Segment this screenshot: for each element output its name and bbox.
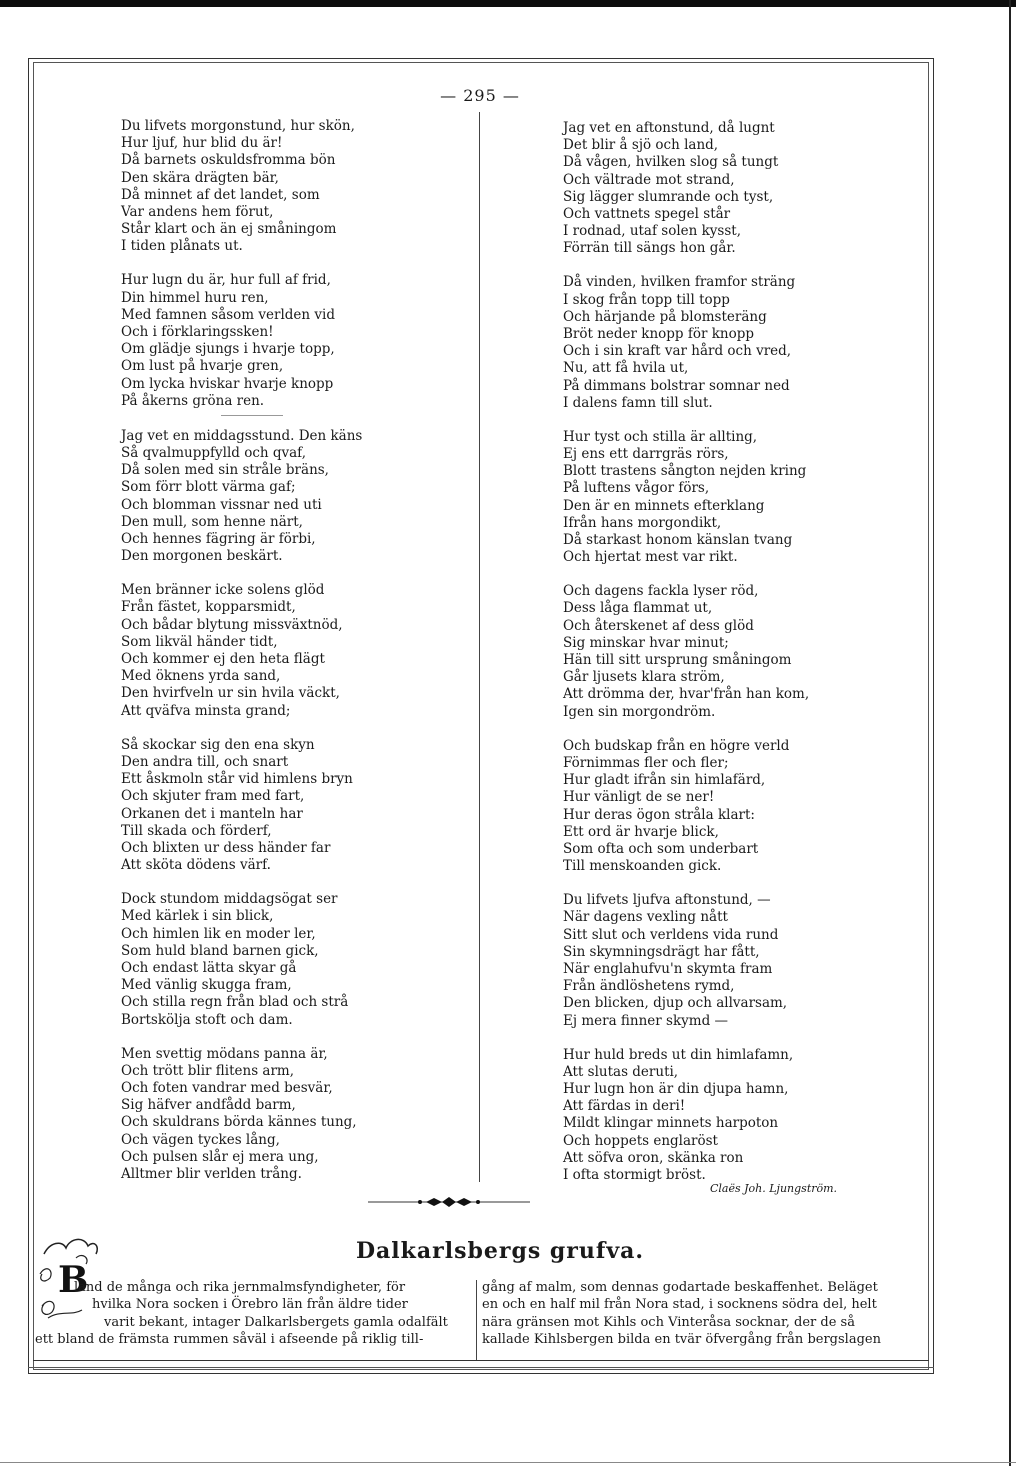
- poem-stanza: [563, 429, 809, 567]
- poem-line: Jag vet en aftonstund, då lugnt: [563, 120, 775, 136]
- poem-line: Går ljusets klara ström,: [563, 669, 725, 686]
- poem-line: Hur deras ögon stråla klart:: [563, 806, 755, 823]
- bottom-rule: [33, 1360, 929, 1361]
- poem-line: I dalens famn till slut.: [563, 394, 713, 411]
- poem-line: Med öknens yrda sand,: [121, 668, 281, 685]
- poem-line: Med vänlig skugga fram,: [121, 977, 292, 994]
- poem-line: Och blixten ur dess händer far: [121, 839, 331, 856]
- poem-line: Och vältrade mot strand,: [563, 171, 735, 188]
- poem-line: Står klart och än ej småningom: [121, 221, 337, 238]
- poem-stanza: [121, 428, 362, 566]
- poem-line: Och trött blir flitens arm,: [121, 1062, 295, 1079]
- poem-line: Förnimmas fler och fler;: [563, 754, 729, 771]
- article-title: Dalkarlsbergs grufva.: [355, 1238, 645, 1264]
- poem-line: Och blomman vissnar ned uti: [121, 496, 322, 513]
- poem-line: Sig häfver andfådd barm,: [121, 1097, 296, 1114]
- poem-line: Då starkast honom känslan tvang: [563, 532, 793, 549]
- article-line: nära gränsen mot Kihls och Vinteråsa socknar, der de så: [482, 1314, 855, 1330]
- poem-line: Då minnet af det landet, som: [121, 186, 320, 203]
- poem-line: Blott trastens sångton nejden kring: [563, 463, 807, 480]
- poem-stanza: [563, 583, 809, 721]
- poem-line: I rodnad, utaf solen kysst,: [563, 223, 741, 240]
- poem-line: Dess låga flammat ut,: [563, 600, 713, 617]
- poem-line: Sin skymningsdrägt har fått,: [563, 943, 760, 960]
- poem-line: Det blir å sjö och land,: [563, 137, 719, 154]
- article-column-divider: [476, 1280, 477, 1360]
- page-number: — 295 —: [440, 86, 520, 105]
- poem-stanza: [121, 737, 362, 875]
- poem-line: Var andens hem förut,: [121, 204, 274, 221]
- poem-line: Och pulsen slår ej mera ung,: [121, 1148, 319, 1165]
- poem-stanza: [121, 1046, 362, 1184]
- poem-line: Den blicken, djup och allvarsam,: [563, 995, 788, 1012]
- poem-line: Och skjuter fram med fart,: [121, 788, 305, 805]
- poem-line: Ej ens ett darrgräs rörs,: [563, 446, 729, 463]
- poem-line: Nu, att få hvila ut,: [563, 360, 689, 377]
- poem-left-column: [121, 118, 362, 1200]
- poem-line: Ett åskmoln står vid himlens bryn: [121, 771, 353, 788]
- poem-line: När dagens vexling nått: [563, 909, 728, 926]
- poem-line: Hän till sitt ursprung småningom: [563, 652, 792, 669]
- poem-line: Att sköta dödens värf.: [121, 857, 271, 874]
- poem-line: Om lust på hvarje gren,: [121, 358, 284, 375]
- poem-line: Och budskap från en högre verld: [563, 737, 790, 754]
- poem-line: Till menskoanden gick.: [563, 858, 722, 875]
- poem-line: Och kommer ej den heta flägt: [121, 651, 325, 668]
- poem-line: Men bränner icke solens glöd: [121, 582, 325, 599]
- poem-line: Som likväl händer tidt,: [121, 633, 278, 650]
- poem-line: Ifrån hans morgondikt,: [563, 514, 722, 531]
- poem-line: Om lycka hviskar hvarje knopp: [121, 375, 334, 392]
- poem-line: Att qväfva minsta grand;: [121, 702, 291, 719]
- poem-line: Din himmel huru ren,: [121, 289, 269, 306]
- poem-line: Den hvirfveln ur sin hvila väckt,: [121, 685, 340, 702]
- page-bottom-edge: [0, 1462, 1016, 1463]
- poem-line: Med kärlek i sin blick,: [121, 908, 274, 925]
- poem-line: Hur lugn du är, hur full af frid,: [121, 272, 331, 289]
- poem-line: Som förr blott värma gaf;: [121, 479, 296, 496]
- poem-right-column: [563, 120, 809, 1201]
- poem-line: I tiden plånats ut.: [121, 238, 243, 255]
- article-line: gång af malm, som dennas godartade beskaffenhet. Beläget: [482, 1280, 878, 1295]
- article-line: hvilka Nora socken i Örebro län från äldre tider: [92, 1297, 408, 1313]
- poem-line: Den morgonen beskärt.: [121, 548, 283, 565]
- poem-line: Och hjertat mest var rikt.: [563, 549, 738, 566]
- column-divider: [479, 112, 480, 1182]
- poem-line: Hur lugn hon är din djupa hamn,: [563, 1080, 789, 1097]
- ornament-divider-icon: [368, 1192, 530, 1212]
- poem-line: Med famnen såsom verlden vid: [121, 306, 335, 323]
- stanza-rule: [221, 415, 283, 416]
- poem-line: Och återskenet af dess glöd: [563, 617, 754, 634]
- poem-line: Till skada och förderf,: [121, 822, 272, 839]
- poem-line: Som huld bland barnen gick,: [121, 942, 319, 959]
- poem-line: I skog från topp till topp: [563, 291, 730, 308]
- poem-line: Sitt slut och verldens vida rund: [563, 926, 779, 943]
- poem-line: Och i sin kraft var hård och vred,: [563, 343, 792, 360]
- poem-line: Då vågen, hvilken slog så tungt: [563, 154, 779, 171]
- poem-line: Då solen med sin stråle bräns,: [121, 462, 329, 479]
- poem-line: Och himlen lik en moder ler,: [121, 925, 316, 942]
- poem-line: Som ofta och som underbart: [563, 840, 759, 857]
- page-right-edge: [1009, 0, 1011, 1466]
- poem-line: Att slutas deruti,: [563, 1063, 679, 1080]
- bottom-rule-outer: [28, 1367, 934, 1368]
- poem-line: Hur huld breds ut din himlafamn,: [563, 1046, 794, 1063]
- poem-line: Och i förklaringssken!: [121, 324, 274, 341]
- poem-line: Bortskölja stoft och dam.: [121, 1011, 293, 1028]
- poem-line: Den mull, som henne närt,: [121, 513, 303, 530]
- poem-line: Och hoppets englaröst: [563, 1132, 718, 1149]
- poem-line: När englahufvu'n skymta fram: [563, 960, 773, 977]
- poem-line: Alltmer blir verlden trång.: [121, 1165, 302, 1182]
- poem-line: Sig lägger slumrande och tyst,: [563, 188, 774, 205]
- poem-line: Från fästet, kopparsmidt,: [121, 599, 296, 616]
- poem-line: Och foten vandrar med besvär,: [121, 1079, 333, 1096]
- poem-line: Hur tyst och stilla är allting,: [563, 428, 758, 445]
- poem-line: Och dagens fackla lyser röd,: [563, 583, 759, 600]
- article-line: ett bland de främsta rummen såväl i afseende på riklig till-: [35, 1332, 424, 1348]
- poem-stanza: [563, 892, 809, 1030]
- poem-line: Den är en minnets efterklang: [563, 497, 765, 514]
- poem-line: Du lifvets morgonstund, hur skön,: [121, 118, 355, 134]
- poem-line: Den skära drägten bär,: [121, 169, 279, 186]
- poem-line: Bröt neder knopp för knopp: [563, 326, 755, 343]
- poem-line: Att färdas in deri!: [563, 1098, 686, 1115]
- poem-line: Dock stundom middagsögat ser: [121, 891, 338, 908]
- page-top-edge: [0, 0, 1016, 7]
- poem-stanza: [563, 738, 809, 876]
- poem-line: Och skuldrans börda kännes tung,: [121, 1114, 357, 1131]
- poem-line: Igen sin morgondröm.: [563, 703, 716, 720]
- poem-line: Så skockar sig den ena skyn: [121, 736, 315, 753]
- article-line: varit bekant, intager Dalkarlsbergets gamla odalfält: [104, 1314, 448, 1330]
- poem-line: Hur gladt ifrån sin himlafärd,: [563, 772, 766, 789]
- poem-stanza: [121, 891, 362, 1029]
- poem-line: På luftens vågor förs,: [563, 480, 710, 497]
- poem-line: På dimmans bolstrar somnar ned: [563, 377, 790, 394]
- article-line: land de många och rika jernmalmsfyndigheter, för: [74, 1280, 406, 1295]
- poem-line: Och stilla regn från blad och strå: [121, 994, 349, 1011]
- poem-line: Förrän till sängs hon går.: [563, 240, 736, 257]
- poem-line: Så qvalmuppfylld och qvaf,: [121, 445, 306, 462]
- poem-line: Att drömma der, hvar'från han kom,: [563, 686, 810, 703]
- poem-line: Att söfva oron, skänka ron: [563, 1149, 744, 1166]
- poem-stanza: [563, 120, 809, 258]
- poem-line: Hur vänligt de se ner!: [563, 789, 715, 806]
- poem-author: Claës Joh. Ljungström.: [710, 1182, 838, 1195]
- poem-line: Och vägen tyckes lång,: [121, 1131, 280, 1148]
- poem-line: Om glädje sjungs i hvarje topp,: [121, 341, 335, 358]
- poem-stanza: [563, 274, 809, 412]
- poem-stanza: [121, 582, 362, 720]
- poem-line: Men svettig mödans panna är,: [121, 1045, 328, 1062]
- poem-line: Då barnets oskuldsfromma bön: [121, 152, 336, 169]
- article-right-column: [482, 1279, 881, 1349]
- dropcap-letter: B: [58, 1259, 89, 1301]
- article-line: kallade Kihlsbergen bilda en tvär öfvergång från bergslagen: [482, 1332, 881, 1348]
- poem-line: Och härjande på blomsteräng: [563, 308, 767, 325]
- poem-line: Mildt klingar minnets harpoton: [563, 1115, 779, 1132]
- poem-stanza: [121, 118, 362, 256]
- poem-line: I ofta stormigt bröst.: [563, 1166, 706, 1183]
- poem-line: Från ändlöshetens rymd,: [563, 978, 735, 995]
- poem-line: Då vinden, hvilken framfor sträng: [563, 274, 796, 291]
- poem-line: Den andra till, och snart: [121, 753, 289, 770]
- poem-line: Ej mera finner skymd —: [563, 1012, 729, 1029]
- poem-line: Sig minskar hvar minut;: [563, 634, 729, 651]
- poem-stanza: [563, 1047, 809, 1185]
- poem-line: Och endast lätta skyar gå: [121, 959, 297, 976]
- poem-line: Hur ljuf, hur blid du är!: [121, 135, 283, 152]
- article-left-column: [35, 1279, 448, 1349]
- poem-line: Jag vet en middagsstund. Den käns: [121, 427, 363, 444]
- poem-line: Du lifvets ljufva aftonstund, —: [563, 892, 771, 909]
- poem-line: Och vattnets spegel står: [563, 206, 731, 223]
- article-line: en och en half mil från Nora stad, i socknens södra del, helt: [482, 1297, 877, 1313]
- poem-line: Ett ord är hvarje blick,: [563, 823, 719, 840]
- poem-line: På åkerns gröna ren.: [121, 392, 265, 409]
- poem-line: Och bådar blytung missväxtnöd,: [121, 616, 343, 633]
- poem-stanza: [121, 272, 362, 410]
- poem-line: Orkanen det i manteln har: [121, 805, 303, 822]
- poem-line: Och hennes fägring är förbi,: [121, 531, 316, 548]
